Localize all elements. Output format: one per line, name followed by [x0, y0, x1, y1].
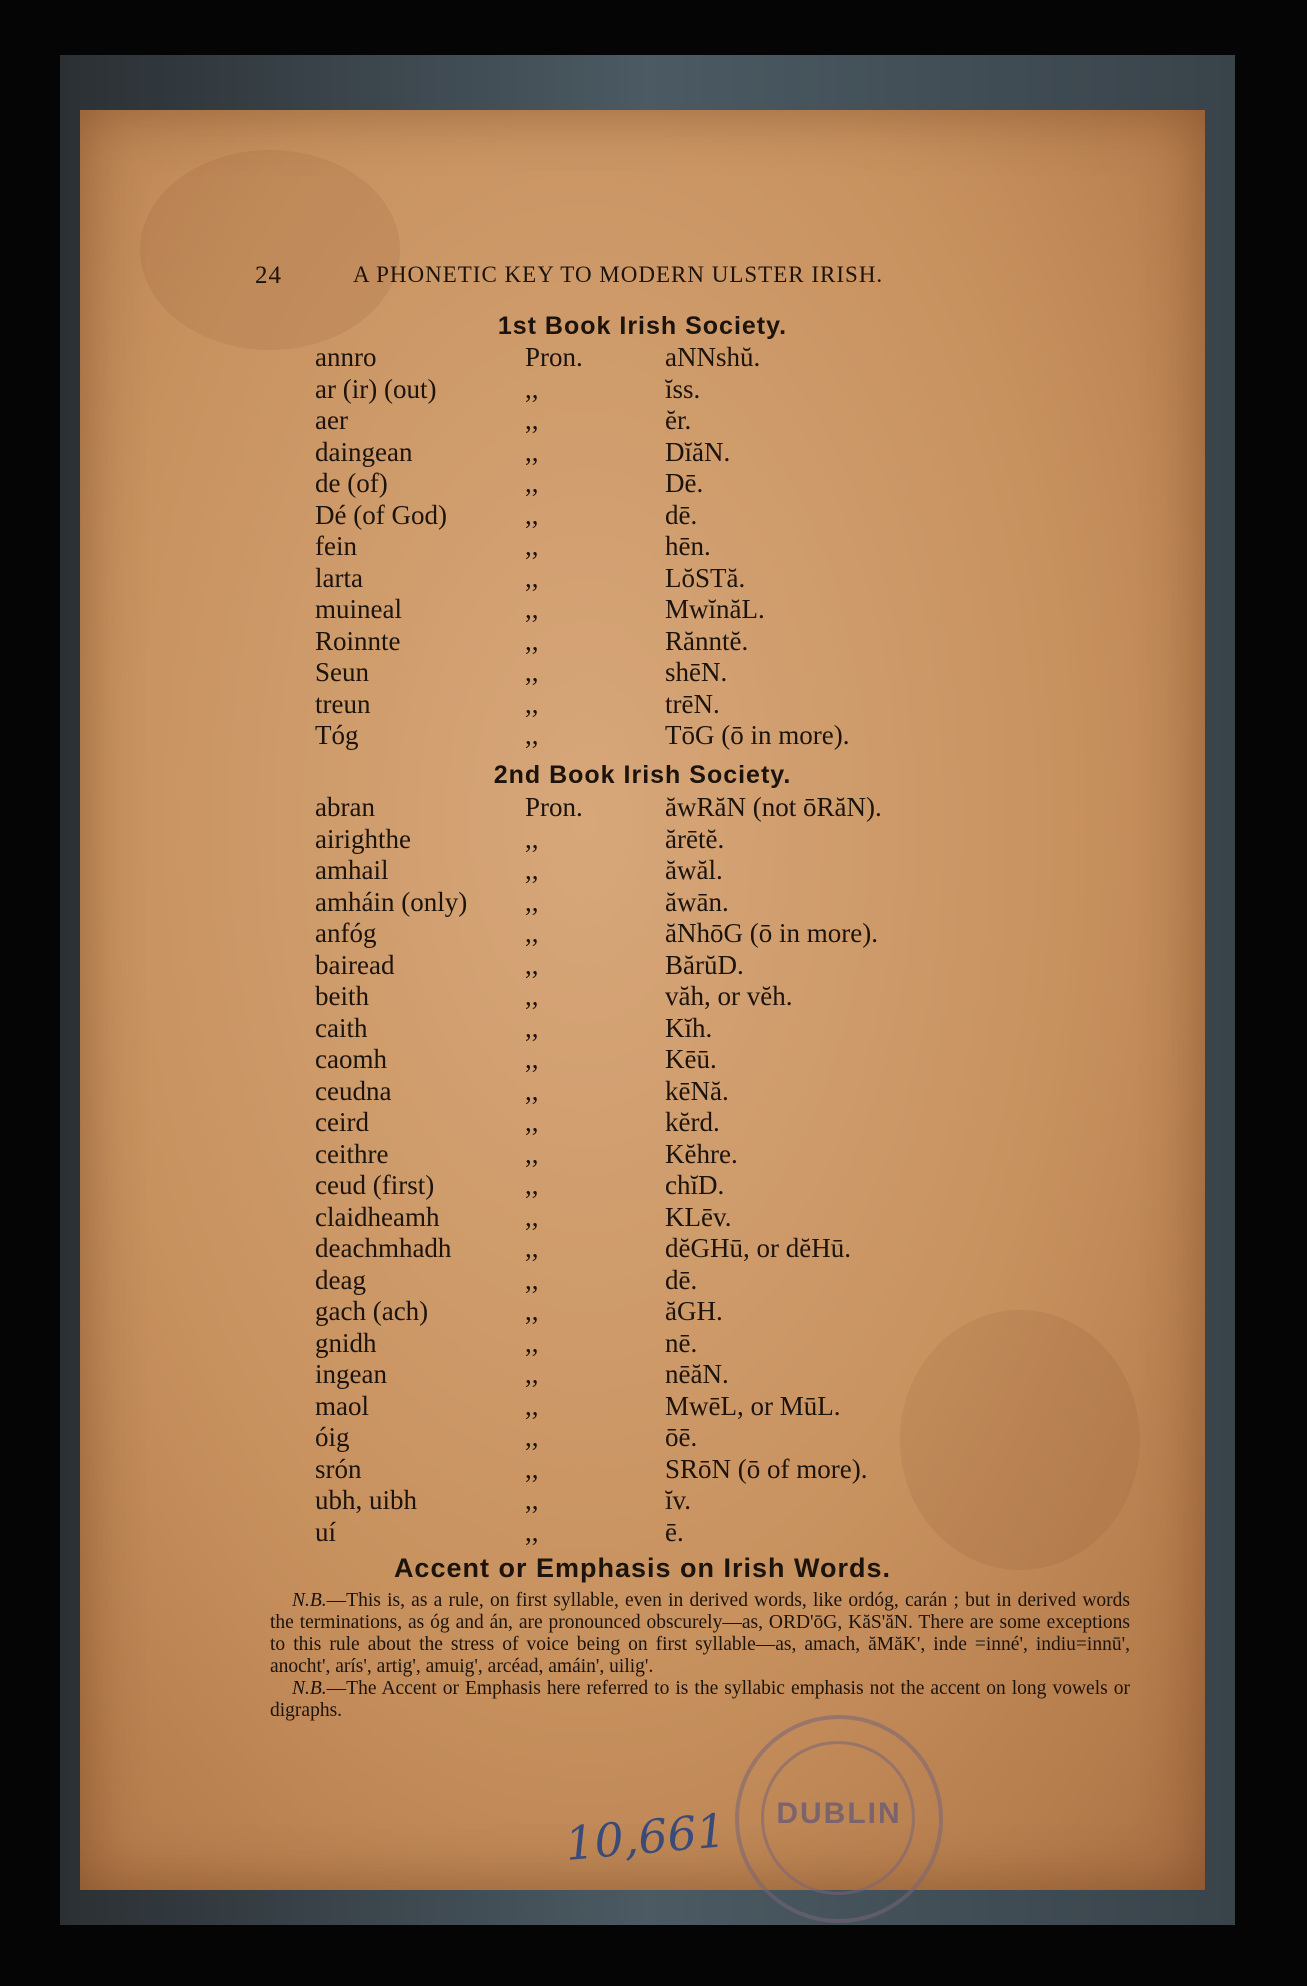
phonetic-spelling: Kĭh. — [665, 1012, 713, 1043]
irish-word: ar (ir) (out) — [315, 373, 437, 404]
word-row — [80, 887, 1205, 919]
word-row — [80, 855, 1205, 887]
irish-word: srón — [315, 1453, 362, 1484]
phonetic-spelling: ăwRăN (not ōRăN). — [665, 792, 882, 822]
pron-marker: ,, — [525, 657, 539, 687]
pron-marker: ,, — [525, 1516, 539, 1547]
irish-word: Seun — [315, 657, 369, 687]
word-row — [80, 594, 1205, 626]
irish-word: claidheamh — [315, 1201, 440, 1232]
pron-marker: ,, — [525, 373, 539, 404]
phonetic-spelling: ē. — [665, 1516, 684, 1547]
pron-marker: ,, — [525, 720, 539, 750]
section-title-first-book: 1st Book Irish Society. — [497, 312, 788, 340]
irish-word: muineal — [315, 594, 402, 624]
word-list-first-book — [80, 342, 1205, 752]
irish-word: gach (ach) — [315, 1296, 429, 1326]
pron-marker: ,, — [525, 1296, 539, 1326]
library-stamp — [735, 1715, 943, 1923]
word-row — [80, 1265, 1205, 1297]
word-row — [80, 1139, 1205, 1171]
irish-word: treun — [315, 688, 371, 719]
pron-marker: ,, — [525, 1453, 539, 1484]
phonetic-spelling: ăwān. — [665, 886, 729, 917]
word-row — [80, 1202, 1205, 1234]
phonetic-spelling: ĭss. — [665, 373, 701, 404]
irish-word: bairead — [315, 949, 395, 980]
word-row — [80, 626, 1205, 658]
irish-word: anfóg — [315, 918, 377, 948]
pron-marker: ,, — [525, 1359, 539, 1389]
pron-marker: ,, — [525, 1327, 539, 1358]
phonetic-spelling: TōG (ō in more). — [665, 720, 850, 750]
page-header-title: A PHONETIC KEY TO MODERN ULSTER IRISH. — [353, 262, 884, 287]
note-label: N.B. — [292, 1678, 327, 1699]
pron-marker: ,, — [525, 499, 539, 530]
phonetic-spelling: hēn. — [665, 531, 711, 561]
pron-marker: ,, — [525, 1233, 539, 1263]
phonetic-spelling: dĕGHū, or dĕHū. — [665, 1233, 851, 1263]
phonetic-spelling: dē. — [665, 1264, 698, 1295]
irish-word: de (of) — [315, 468, 388, 498]
phonetic-spelling: ōē. — [665, 1422, 698, 1452]
pron-marker: ,, — [525, 1044, 539, 1074]
word-row — [80, 468, 1205, 500]
phonetic-spelling: LŏSTă. — [665, 562, 746, 593]
word-row — [80, 1422, 1205, 1454]
pron-marker: ,, — [525, 436, 539, 467]
phonetic-spelling: chĭD. — [665, 1170, 725, 1200]
word-row — [80, 1485, 1205, 1517]
phonetic-spelling: nēăN. — [665, 1359, 729, 1389]
irish-word: caomh — [315, 1044, 387, 1074]
word-row — [80, 918, 1205, 950]
pron-marker: ,, — [525, 688, 539, 719]
word-row — [80, 1044, 1205, 1076]
word-row — [80, 1359, 1205, 1391]
stamp-city: DUBLIN — [776, 1797, 902, 1830]
phonetic-spelling: BărŭD. — [665, 949, 744, 980]
phonetic-spelling: ăGH. — [665, 1296, 723, 1326]
phonetic-spelling: SRōN (ō of more). — [665, 1453, 868, 1484]
word-row — [80, 1517, 1205, 1549]
word-row — [80, 437, 1205, 469]
pron-marker: ,, — [525, 1264, 539, 1295]
irish-word: Dé (of God) — [315, 499, 447, 530]
word-row — [80, 1170, 1205, 1202]
word-row — [80, 531, 1205, 563]
irish-word: ceud (first) — [315, 1170, 435, 1200]
pron-marker: ,, — [525, 1170, 539, 1200]
note-paragraph — [270, 1678, 1130, 1722]
pron-marker: ,, — [525, 562, 539, 593]
pron-marker: ,, — [525, 981, 539, 1011]
irish-word: beith — [315, 981, 369, 1011]
phonetic-spelling: Dē. — [665, 468, 704, 498]
pron-marker: ,, — [525, 855, 539, 885]
irish-word: uí — [315, 1516, 337, 1547]
word-row — [80, 1391, 1205, 1423]
irish-word: ceudna — [315, 1075, 392, 1106]
note-label: N.B. — [292, 1590, 327, 1611]
phonetic-spelling: Kēū. — [665, 1044, 717, 1074]
phonetic-spelling: nē. — [665, 1327, 698, 1358]
irish-word: gnidh — [315, 1327, 377, 1358]
note-text: —The Accent or Emphasis here referred to is the syllabic emphasis not the accent on long vowels or digraphs. — [270, 1678, 1130, 1721]
pron-marker: ,, — [525, 531, 539, 561]
word-row — [80, 342, 1205, 374]
word-row — [80, 374, 1205, 406]
irish-word: Roinnte — [315, 625, 401, 656]
word-row — [80, 950, 1205, 982]
irish-word: ceithre — [315, 1138, 389, 1169]
word-row — [80, 500, 1205, 532]
word-row — [80, 1013, 1205, 1045]
pron-marker: ,, — [525, 1012, 539, 1043]
book-page — [80, 110, 1205, 1890]
phonetic-spelling: MwēL, or MūL. — [665, 1390, 841, 1421]
word-row — [80, 981, 1205, 1013]
pron-marker: ,, — [525, 405, 539, 435]
pron-marker: ,, — [525, 1201, 539, 1232]
word-list-second-book — [80, 792, 1205, 1548]
phonetic-spelling: Rănntĕ. — [665, 625, 749, 656]
pron-marker: ,, — [525, 468, 539, 498]
pron-marker: Pron. — [525, 792, 583, 822]
word-row — [80, 689, 1205, 721]
phonetic-spelling: ĭv. — [665, 1485, 691, 1515]
pron-marker: ,, — [525, 1075, 539, 1106]
phonetic-spelling: dē. — [665, 499, 698, 530]
handwritten-accession-number: 10,661 — [562, 1803, 729, 1871]
word-row — [80, 1233, 1205, 1265]
irish-word: ingean — [315, 1359, 387, 1389]
word-row — [80, 792, 1205, 824]
irish-word: caith — [315, 1012, 368, 1043]
section-title-second-book: 2nd Book Irish Society. — [493, 761, 792, 789]
phonetic-spelling: ĕr. — [665, 405, 692, 435]
irish-word: daingean — [315, 436, 413, 467]
irish-word: amháin (only) — [315, 886, 468, 917]
phonetic-spelling: Kĕhre. — [665, 1138, 738, 1169]
pron-marker: ,, — [525, 886, 539, 917]
word-row — [80, 1454, 1205, 1486]
phonetic-spelling: ăwăl. — [665, 855, 723, 885]
pron-marker: ,, — [525, 1422, 539, 1452]
phonetic-spelling: trēN. — [665, 688, 720, 719]
phonetic-spelling: KLēv. — [665, 1201, 732, 1232]
pron-marker: ,, — [525, 918, 539, 948]
pron-marker: ,, — [525, 949, 539, 980]
irish-word: óig — [315, 1422, 350, 1452]
pron-marker: ,, — [525, 594, 539, 624]
irish-word: ceird — [315, 1107, 369, 1137]
pron-marker: ,, — [525, 1107, 539, 1137]
pron-marker: ,, — [525, 1485, 539, 1515]
pron-marker: ,, — [525, 1390, 539, 1421]
irish-word: aer — [315, 405, 348, 435]
word-row — [80, 1296, 1205, 1328]
note-text: —This is, as a rule, on first syllable, even in derived words, like ordóg, carán ; but in derived words the terminations, as óg and án, are pronounced obscurely—as, ORD'ōG, KăS'ăN. There are some exceptions to this rule about the stress of voice being on first syllable—as, amach, ăMăK', inde =inné', indiu=innū', anocht', arís', artig', amuig', arcéad, amáin', uilig'. — [270, 1590, 1130, 1677]
irish-word: Tóg — [315, 720, 359, 750]
irish-word: deachmhadh — [315, 1233, 452, 1263]
phonetic-spelling: kēNă. — [665, 1075, 729, 1106]
word-row — [80, 720, 1205, 752]
irish-word: annro — [315, 342, 377, 372]
irish-word: fein — [315, 531, 357, 561]
page-number: 24 — [255, 262, 282, 289]
accent-section-title: Accent or Emphasis on Irish Words. — [393, 1553, 892, 1583]
word-row — [80, 824, 1205, 856]
irish-word: deag — [315, 1264, 366, 1295]
note-paragraph — [270, 1590, 1130, 1678]
phonetic-spelling: văh, or vĕh. — [665, 981, 793, 1011]
word-row — [80, 1076, 1205, 1108]
phonetic-spelling: kĕrd. — [665, 1107, 720, 1137]
phonetic-spelling: aNNshŭ. — [665, 342, 761, 372]
irish-word: larta — [315, 562, 363, 593]
irish-word: abran — [315, 792, 375, 822]
irish-word: airighthe — [315, 823, 411, 854]
phonetic-spelling: ăNhōG (ō in more). — [665, 918, 878, 948]
pron-marker: Pron. — [525, 342, 583, 372]
word-row — [80, 1328, 1205, 1360]
pron-marker: ,, — [525, 1138, 539, 1169]
accent-notes — [270, 1590, 1130, 1722]
irish-word: amhail — [315, 855, 389, 885]
pron-marker: ,, — [525, 625, 539, 656]
irish-word: maol — [315, 1390, 369, 1421]
word-row — [80, 1107, 1205, 1139]
phonetic-spelling: shēN. — [665, 657, 728, 687]
phonetic-spelling: DĭăN. — [665, 436, 731, 467]
pron-marker: ,, — [525, 823, 539, 854]
irish-word: ubh, uibh — [315, 1485, 418, 1515]
word-row — [80, 405, 1205, 437]
word-row — [80, 657, 1205, 689]
word-row — [80, 563, 1205, 595]
phonetic-spelling: ărētĕ. — [665, 823, 725, 854]
phonetic-spelling: MwĭnăL. — [665, 594, 765, 624]
